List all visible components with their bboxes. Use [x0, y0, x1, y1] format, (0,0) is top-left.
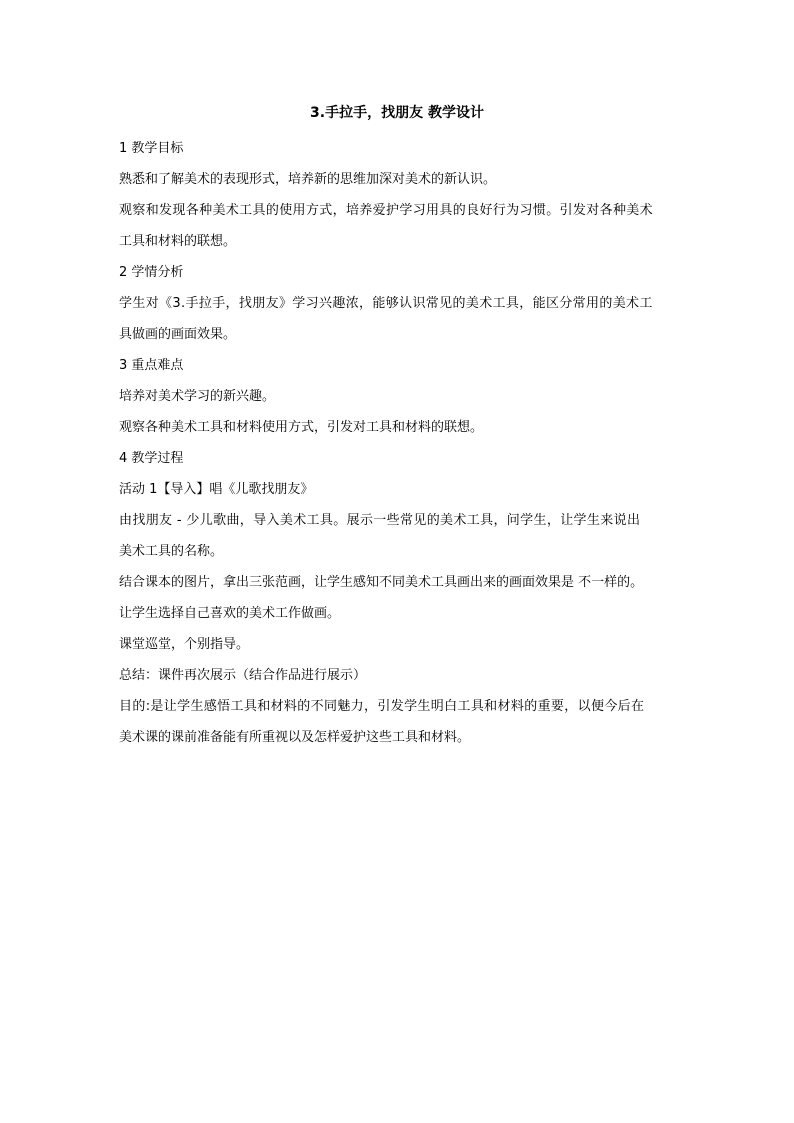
paragraph-line: 由找朋友 - 少儿歌曲，导入美术工具。展示一些常见的美术工具，问学生，让学生来说出 [119, 513, 641, 528]
paragraph-line: 学生对《3.手拉手，找朋友》学习兴趣浓，能够认识常见的美术工具，能区分常用的美术工 [119, 296, 653, 311]
paragraph-line: 美术工具的名称。 [119, 544, 224, 559]
section-heading-key-points: 3 重点难点 [119, 358, 184, 373]
paragraph-line: 目的:是让学生感悟工具和材料的不同魅力，引发学生明白工具和材料的重要，以便今后在 [119, 699, 645, 714]
paragraph-line: 观察和发现各种美术工具的使用方式，培养爱护学习用具的良好行为习惯。引发对各种美术 [119, 203, 654, 218]
paragraph-line: 让学生选择自己喜欢的美术工作做画。 [119, 606, 341, 621]
document-body [119, 133, 679, 753]
paragraph-line: 课堂巡堂，个别指导。 [119, 637, 250, 652]
paragraph-line: 工具和材料的联想。 [119, 234, 237, 249]
paragraph-line: 结合课本的图片，拿出三张范画，让学生感知不同美术工具画出来的画面效果是 不一样的。 [119, 575, 644, 590]
paragraph-line: 总结：课件再次展示（结合作品进行展示） [119, 668, 367, 683]
paragraph-line: 美术课的课前准备能有所重视以及怎样爱护这些工具和材料。 [119, 730, 471, 745]
section-heading-teaching-process: 4 教学过程 [119, 451, 184, 466]
paragraph-line: 观察各种美术工具和材料使用方式，引发对工具和材料的联想。 [119, 420, 484, 435]
activity-heading: 活动 1【导入】唱《儿歌找朋友》 [119, 482, 314, 497]
paragraph-line: 熟悉和了解美术的表现形式，培养新的思维加深对美术的新认识。 [119, 172, 497, 187]
section-heading-student-analysis: 2 学情分析 [119, 265, 184, 280]
paragraph-line: 培养对美术学习的新兴趣。 [119, 389, 276, 404]
section-heading-teaching-goals: 1 教学目标 [119, 141, 184, 156]
paragraph-line: 具做画的画面效果。 [119, 327, 237, 342]
document-title: 3.手拉手，找朋友 教学设计 [310, 105, 484, 121]
